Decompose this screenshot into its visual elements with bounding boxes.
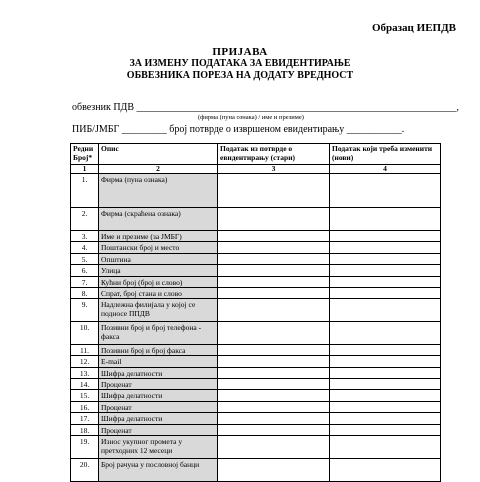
header-description: Опис <box>99 144 218 165</box>
row-number: 4. <box>71 242 99 253</box>
new-value-cell[interactable] <box>330 208 441 231</box>
row-number: 2. <box>71 208 99 231</box>
old-value-cell[interactable] <box>218 356 330 367</box>
row-number: 14. <box>71 379 99 390</box>
old-value-cell[interactable] <box>218 458 330 481</box>
table-row <box>71 287 441 298</box>
table-row <box>71 276 441 287</box>
new-value-cell[interactable] <box>330 287 441 298</box>
table-row <box>71 174 441 208</box>
header-new-value: Податак који треба изменити (нови) <box>330 144 441 165</box>
row-description: Износ укупног промета у претходних 12 месеци <box>99 436 218 459</box>
old-value-cell[interactable] <box>218 299 330 322</box>
column-number-row <box>71 165 441 174</box>
old-value-cell[interactable] <box>218 390 330 401</box>
old-value-cell[interactable] <box>218 367 330 378</box>
row-description: Проценат <box>99 401 218 412</box>
old-value-cell[interactable] <box>218 322 330 345</box>
table-row <box>71 208 441 231</box>
table-row <box>71 344 441 355</box>
new-value-cell[interactable] <box>330 344 441 355</box>
row-number: 19. <box>71 436 99 459</box>
old-value-cell[interactable] <box>218 413 330 424</box>
old-value-cell[interactable] <box>218 253 330 264</box>
new-value-cell[interactable] <box>330 401 441 412</box>
column-number: 2 <box>99 165 218 174</box>
title-line-3: ОБВЕЗНИКА ПОРЕЗА НА ДОДАТУ ВРЕДНОСТ <box>126 70 354 81</box>
old-value-cell[interactable] <box>218 174 330 208</box>
data-change-table <box>70 143 441 482</box>
new-value-cell[interactable] <box>330 390 441 401</box>
column-number: 4 <box>330 165 441 174</box>
row-description: Спрат, број стана и слово <box>99 287 218 298</box>
table-row <box>71 367 441 378</box>
taxpayer-field[interactable]: обвезник ПДВ ________________________________________________________________, <box>72 102 460 113</box>
column-number: 3 <box>218 165 330 174</box>
old-value-cell[interactable] <box>218 344 330 355</box>
new-value-cell[interactable] <box>330 413 441 424</box>
row-number: 1. <box>71 174 99 208</box>
row-number: 18. <box>71 424 99 435</box>
old-value-cell[interactable] <box>218 276 330 287</box>
row-description: Кућни број (број и слово) <box>99 276 218 287</box>
table-row <box>71 413 441 424</box>
new-value-cell[interactable] <box>330 299 441 322</box>
row-number: 11. <box>71 344 99 355</box>
row-number: 6. <box>71 265 99 276</box>
row-number: 9. <box>71 299 99 322</box>
table-row <box>71 299 441 322</box>
form-code: Образац ИЕПДВ <box>371 22 456 34</box>
row-description: Број рачуна у пословној банци <box>99 458 218 481</box>
new-value-cell[interactable] <box>330 458 441 481</box>
row-number: 10. <box>71 322 99 345</box>
row-description: E-mail <box>99 356 218 367</box>
row-description: Поштански број и место <box>99 242 218 253</box>
table-row <box>71 356 441 367</box>
table-row <box>71 458 441 481</box>
row-description: Шифра делатности <box>99 413 218 424</box>
row-number: 17. <box>71 413 99 424</box>
new-value-cell[interactable] <box>330 367 441 378</box>
column-number: 1 <box>71 165 99 174</box>
row-description: Надлежна филијала у којој се подносе ППДВ <box>99 299 218 322</box>
old-value-cell[interactable] <box>218 208 330 231</box>
row-description: Шифра делатности <box>99 367 218 378</box>
header-old-value: Податак из потврде о евидентирању (стари) <box>218 144 330 165</box>
table-row <box>71 322 441 345</box>
new-value-cell[interactable] <box>330 253 441 264</box>
table-row <box>71 230 441 241</box>
new-value-cell[interactable] <box>330 356 441 367</box>
row-description: Фирма (скраћена ознака) <box>99 208 218 231</box>
table-row <box>71 424 441 435</box>
row-description: Улица <box>99 265 218 276</box>
row-description: Фирма (пуна ознака) <box>99 174 218 208</box>
row-description: Проценат <box>99 424 218 435</box>
new-value-cell[interactable] <box>330 265 441 276</box>
table-header-row <box>71 144 441 165</box>
old-value-cell[interactable] <box>218 287 330 298</box>
row-number: 15. <box>71 390 99 401</box>
row-description: Позивни број и број факса <box>99 344 218 355</box>
new-value-cell[interactable] <box>330 230 441 241</box>
table-row <box>71 265 441 276</box>
row-number: 5. <box>71 253 99 264</box>
new-value-cell[interactable] <box>330 242 441 253</box>
old-value-cell[interactable] <box>218 242 330 253</box>
table-body <box>71 174 441 482</box>
id-field[interactable]: ПИБ/ЈМБГ _________ број потврде о извршеном евидентирању ___________. <box>72 124 405 135</box>
document-title <box>0 46 480 82</box>
table-row <box>71 390 441 401</box>
taxpayer-field-hint: (фирма (пуна ознака) / име и презиме) <box>198 114 304 121</box>
new-value-cell[interactable] <box>330 322 441 345</box>
new-value-cell[interactable] <box>330 276 441 287</box>
old-value-cell[interactable] <box>218 436 330 459</box>
table-row <box>71 401 441 412</box>
row-number: 3. <box>71 230 99 241</box>
row-number: 7. <box>71 276 99 287</box>
old-value-cell[interactable] <box>218 379 330 390</box>
header-serial-number: Редни Број* <box>71 144 99 165</box>
row-number: 16. <box>71 401 99 412</box>
table-row <box>71 242 441 253</box>
row-description: Шифра делатности <box>99 390 218 401</box>
row-description: Име и презиме (за ЈМБГ) <box>99 230 218 241</box>
old-value-cell[interactable] <box>218 230 330 241</box>
table-row <box>71 253 441 264</box>
new-value-cell[interactable] <box>330 436 441 459</box>
old-value-cell[interactable] <box>218 265 330 276</box>
title-line-2: ЗА ИЗМЕНУ ПОДАТАКА ЗА ЕВИДЕНТИРАЊЕ <box>129 58 351 69</box>
new-value-cell[interactable] <box>330 174 441 208</box>
title-line-1: ПРИЈАВА <box>212 46 268 58</box>
table-row <box>71 436 441 459</box>
table-row <box>71 379 441 390</box>
new-value-cell[interactable] <box>330 379 441 390</box>
old-value-cell[interactable] <box>218 424 330 435</box>
row-description: Проценат <box>99 379 218 390</box>
new-value-cell[interactable] <box>330 424 441 435</box>
row-number: 13. <box>71 367 99 378</box>
row-description: Позивни број и број телефона - факса <box>99 322 218 345</box>
old-value-cell[interactable] <box>218 401 330 412</box>
row-number: 20. <box>71 458 99 481</box>
row-description: Општина <box>99 253 218 264</box>
row-number: 12. <box>71 356 99 367</box>
row-number: 8. <box>71 287 99 298</box>
